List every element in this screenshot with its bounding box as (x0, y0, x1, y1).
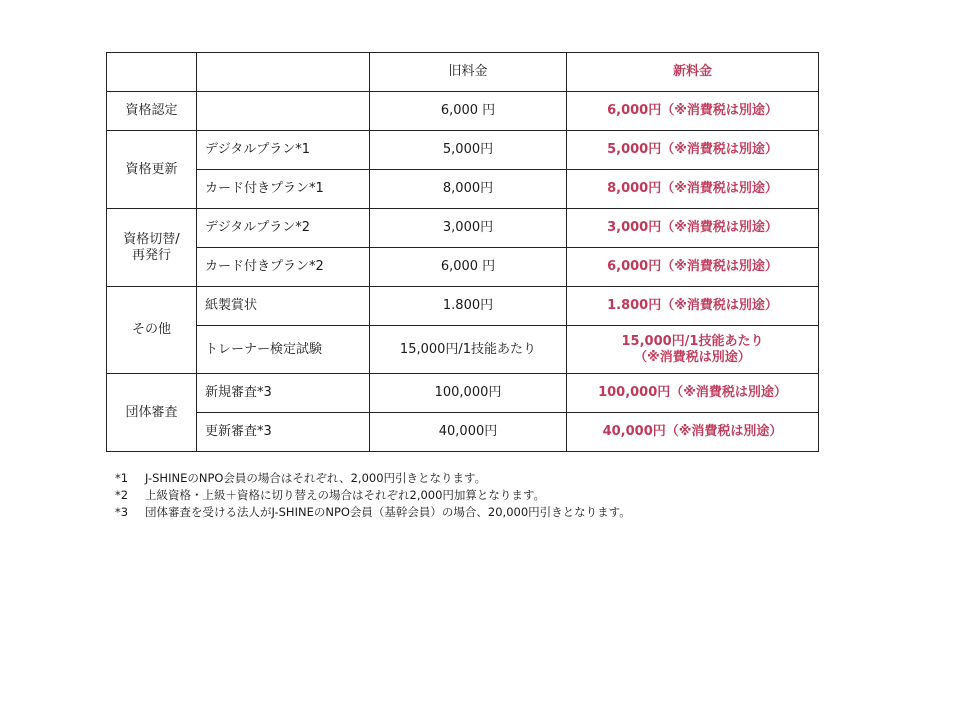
header-row (107, 53, 819, 92)
footnote-text: 団体審査を受ける法人がJ-SHINEのNPO会員（基幹会員）の場合、20,000円引きとなります。 (145, 505, 631, 519)
footnote-text: 上級資格・上級＋資格に切り替えの場合はそれぞれ2,000円加算となります。 (145, 488, 545, 502)
plan-cell: 更新審査*3 (197, 413, 370, 452)
old-price-cell: 6,000 円 (370, 248, 567, 287)
category-cell (107, 209, 197, 287)
table-row (107, 413, 819, 452)
footnote-list (115, 470, 631, 521)
plan-cell: 新規審査*3 (197, 374, 370, 413)
table-row (107, 209, 819, 248)
old-price-cell: 1.800円 (370, 287, 567, 326)
new-price-cell: 1.800円（※消費税は別途） (567, 287, 819, 326)
new-price-line: 15,000円/1技能あたり (621, 333, 764, 349)
category-cell: 資格認定 (107, 92, 197, 131)
new-price-cell (567, 326, 819, 374)
old-price-cell: 3,000円 (370, 209, 567, 248)
new-price-cell: 6,000円（※消費税は別途） (567, 92, 819, 131)
footnote-text: J-SHINEのNPO会員の場合はそれぞれ、2,000円引きとなります。 (145, 471, 487, 485)
new-price-cell: 3,000円（※消費税は別途） (567, 209, 819, 248)
table-row (107, 374, 819, 413)
table-row (107, 92, 819, 131)
old-price-cell: 100,000円 (370, 374, 567, 413)
old-price-cell: 8,000円 (370, 170, 567, 209)
new-price-cell: 5,000円（※消費税は別途） (567, 131, 819, 170)
footnote (115, 470, 631, 487)
table-row (107, 170, 819, 209)
new-price-cell: 100,000円（※消費税は別途） (567, 374, 819, 413)
table-row (107, 287, 819, 326)
footnote (115, 487, 631, 504)
plan-cell: デジタルプラン*1 (197, 131, 370, 170)
footnote (115, 504, 631, 521)
table-row (107, 248, 819, 287)
old-price-cell: 40,000円 (370, 413, 567, 452)
header-old-price: 旧料金 (370, 53, 567, 92)
plan-cell: 紙製賞状 (197, 287, 370, 326)
old-price-cell: 6,000 円 (370, 92, 567, 131)
table-row (107, 131, 819, 170)
plan-cell: カード付きプラン*2 (197, 248, 370, 287)
header-new-price: 新料金 (567, 53, 819, 92)
new-price-cell: 8,000円（※消費税は別途） (567, 170, 819, 209)
plan-cell-empty (197, 92, 370, 131)
plan-cell: トレーナー検定試験 (197, 326, 370, 374)
footnote-marker: *3 (115, 505, 129, 519)
price-table (106, 52, 819, 452)
header-empty-cell (107, 53, 197, 92)
plan-cell: デジタルプラン*2 (197, 209, 370, 248)
header-empty-cell (197, 53, 370, 92)
category-label-line: 再発行 (131, 247, 171, 263)
category-label-line: 資格切替/ (123, 231, 180, 247)
new-price-line: （※消費税は別途） (634, 349, 751, 365)
plan-cell: カード付きプラン*1 (197, 170, 370, 209)
new-price-cell: 6,000円（※消費税は別途） (567, 248, 819, 287)
category-cell: その他 (107, 287, 197, 374)
old-price-cell: 15,000円/1技能あたり (370, 326, 567, 374)
category-cell: 資格更新 (107, 131, 197, 209)
old-price-cell: 5,000円 (370, 131, 567, 170)
category-cell: 団体審査 (107, 374, 197, 452)
footnote-marker: *2 (115, 488, 129, 502)
table-row (107, 326, 819, 374)
footnote-marker: *1 (115, 471, 129, 485)
new-price-cell: 40,000円（※消費税は別途） (567, 413, 819, 452)
